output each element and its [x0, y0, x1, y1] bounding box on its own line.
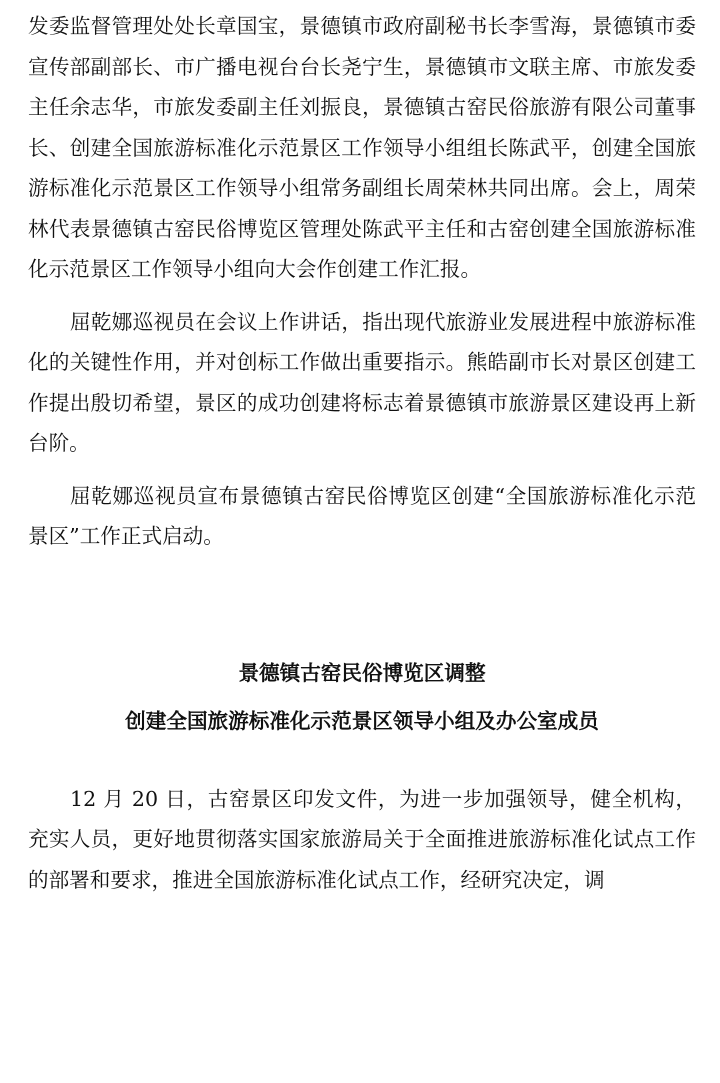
section-spacer: [28, 557, 696, 653]
heading-spacer: [28, 741, 696, 779]
section-heading-line-2: 创建全国旅游标准化示范景区领导小组及办公室成员: [125, 708, 599, 733]
section-heading-line-1: 景德镇古窑民俗博览区调整: [238, 660, 486, 685]
paragraph-spacer: [28, 290, 696, 302]
body-paragraph: 发委监督管理处处长章国宝，景德镇市政府副秘书长李雪海，景德镇市委宣传部副部长、市广播电视台台长尧宁生，景德镇市文联主席、市旅发委主任余志华，市旅发委副主任刘振良，景德镇古窑民俗旅游有限公司董事长、创建全国旅游标准化示范景区工作领导小组组长陈武平，创建全国旅游标准化示范景区工作领导小组常务副组长周荣林共同出席。会上，周荣林代表景德镇古窑民俗博览区管理处陈武平主任和古窑创建全国旅游标准化示范景区工作领导小组向大会作创建工作汇报。: [28, 14, 696, 281]
body-paragraph: 屈乾娜巡视员在会议上作讲话，指出现代旅游业发展进程中旅游标准化的关键性作用，并对创标工作做出重要指示。熊皓副市长对景区创建工作提出殷切希望，景区的成功创建将标志着景德镇市旅游景区建设再上新台阶。: [28, 309, 696, 455]
body-paragraph: 屈乾娜巡视员宣布景德镇古窑民俗博览区创建“全国旅游标准化示范景区”工作正式启动。: [28, 483, 696, 548]
document-page: [28, 0, 696, 1083]
paragraph-spacer: [28, 464, 696, 476]
body-paragraph: 12 月 20 日，古窑景区印发文件，为进一步加强领导，健全机构，充实人员，更好地贯彻落实国家旅游局关于全面推进旅游标准化试点工作的部署和要求，推进全国旅游标准化试点工作，经研究决定，调: [28, 786, 696, 892]
